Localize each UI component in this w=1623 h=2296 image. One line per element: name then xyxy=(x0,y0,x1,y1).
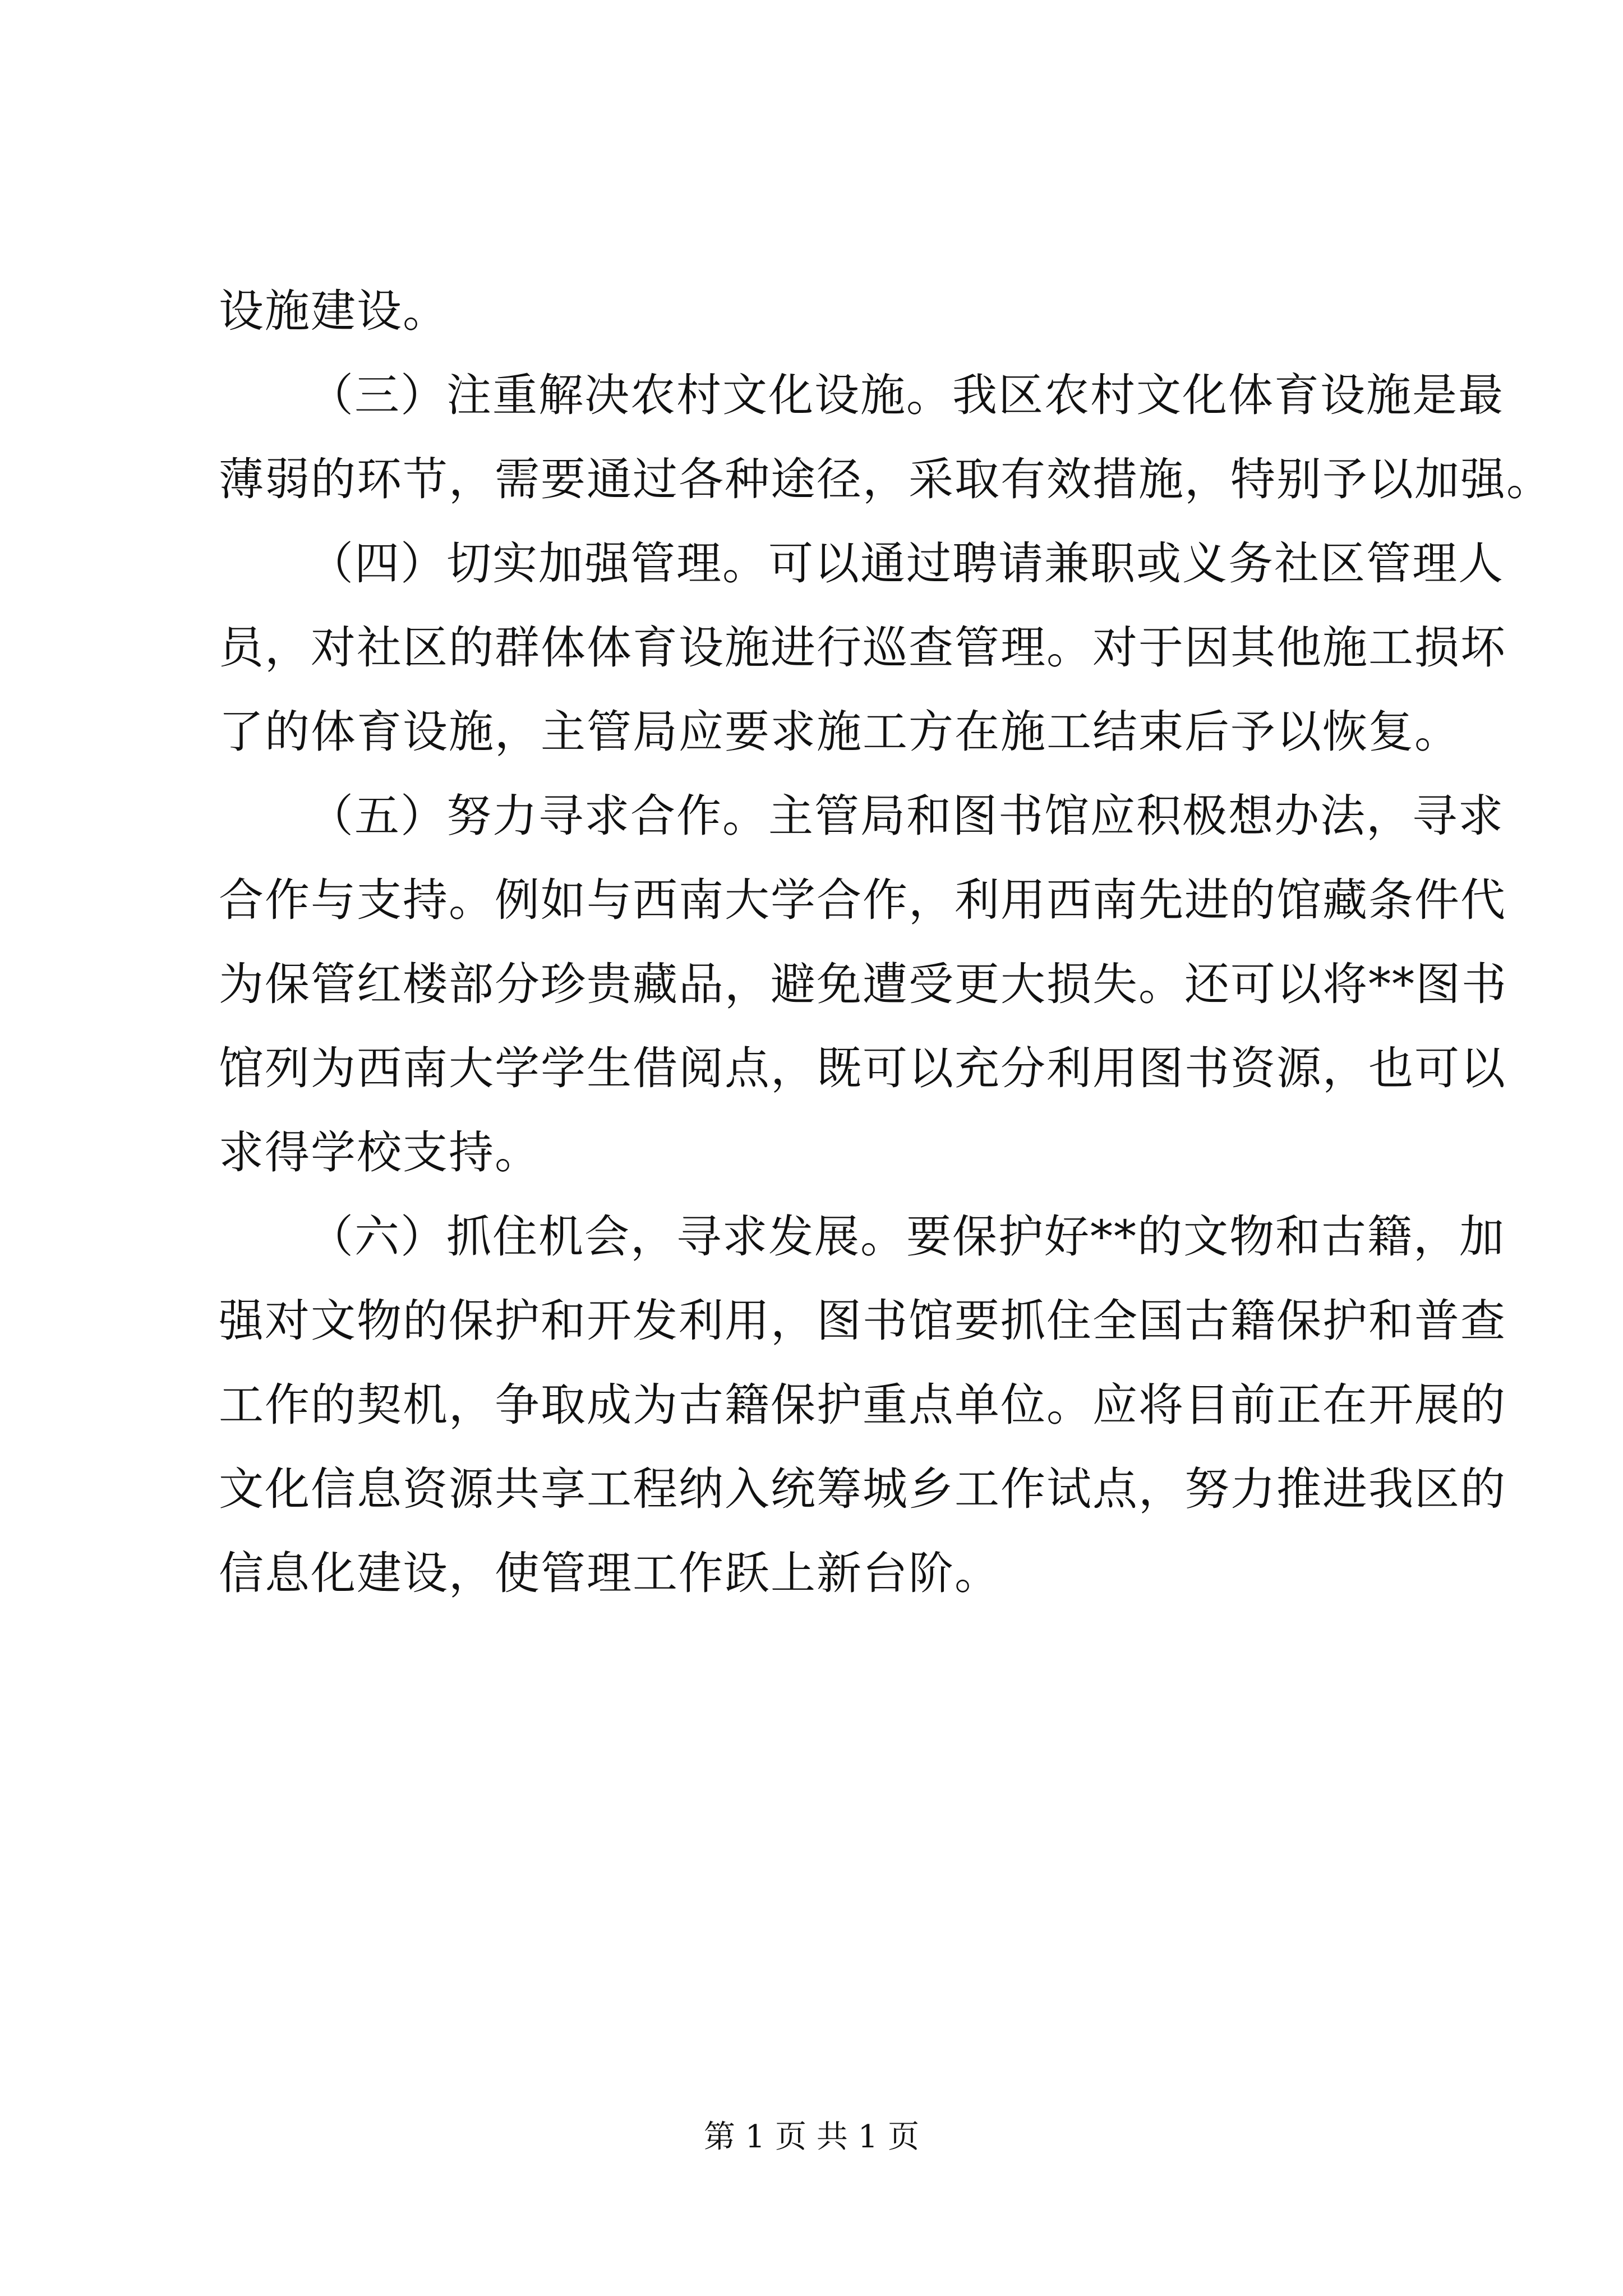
page-footer: 第 1 页 共 1 页 xyxy=(703,2119,920,2155)
text-line: （四）切实加强管理。可以通过聘请兼职或义务社区管理人 xyxy=(308,537,1504,590)
text-line: 合作与支持。例如与西南大学合作，利用西南先进的馆藏条件代 xyxy=(219,874,1506,926)
document-body xyxy=(219,269,1552,1616)
text-line: （三）注重解决农村文化设施。我区农村文化体育设施是最 xyxy=(308,369,1504,421)
text-line: 文化信息资源共享工程纳入统筹城乡工作试点，努力推进我区的 xyxy=(219,1463,1506,1515)
text-line: 工作的契机，争取成为古籍保护重点单位。应将目前正在开展的 xyxy=(219,1379,1506,1431)
text-line: 馆列为西南大学学生借阅点，既可以充分利用图书资源，也可以 xyxy=(219,1042,1506,1094)
text-line: 为保管红楼部分珍贵藏品，避免遭受更大损失。还可以将**图书 xyxy=(219,958,1507,1010)
text-line: 强对文物的保护和开发利用，图书馆要抓住全国古籍保护和普查 xyxy=(219,1295,1506,1347)
text-line: 薄弱的环节，需要通过各种途径，采取有效措施，特别予以加强。 xyxy=(219,453,1552,505)
text-line: 信息化建设，使管理工作跃上新台阶。 xyxy=(219,1547,1000,1599)
text-line: （五）努力寻求合作。主管局和图书馆应积极想办法，寻求 xyxy=(308,790,1504,842)
text-line: 设施建设。 xyxy=(219,285,449,337)
text-line: 了的体育设施，主管局应要求施工方在施工结束后予以恢复。 xyxy=(219,706,1460,758)
text-line: 求得学校支持。 xyxy=(219,1126,541,1179)
text-line: 员，对社区的群体体育设施进行巡查管理。对于因其他施工损坏 xyxy=(219,622,1506,674)
text-line: （六）抓住机会，寻求发展。要保护好**的文物和古籍，加 xyxy=(308,1211,1505,1263)
